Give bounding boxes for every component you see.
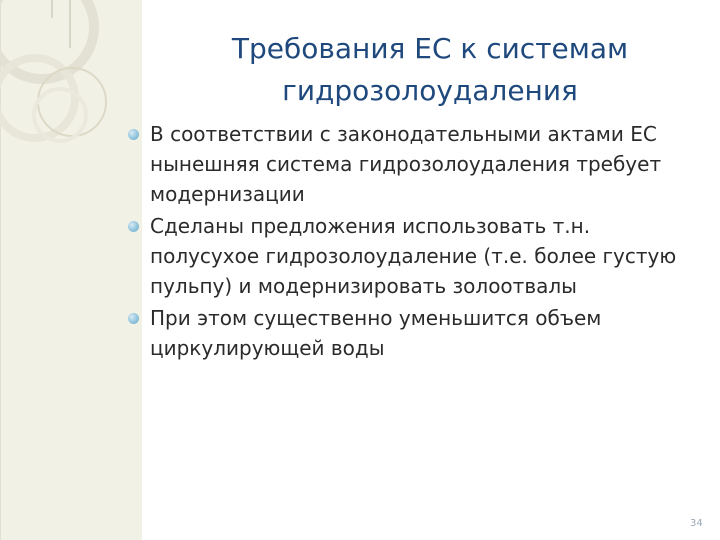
bullet-item xyxy=(128,211,688,301)
decorative-circles xyxy=(0,0,142,540)
bullet-text: При этом существенно уменьшится объем циркулирующей воды xyxy=(150,306,602,360)
slide-title xyxy=(170,28,690,112)
page-number: 34 xyxy=(690,518,703,529)
bullet-icon xyxy=(128,129,139,140)
title-line-1: Требования ЕС к системам xyxy=(231,32,629,65)
bullet-item xyxy=(128,303,688,363)
bullet-item xyxy=(128,119,688,209)
bullet-text: В соответствии с законодательными актами ЕС нынешняя система гидрозолоудаления требует модернизации xyxy=(150,122,662,206)
bullet-icon xyxy=(128,221,139,232)
bullet-icon xyxy=(128,313,139,324)
bullet-text: Сделаны предложения использовать т.н. полусухое гидрозолоудаление (т.е. более густую пульпу) и модернизировать золоотвалы xyxy=(150,214,677,298)
title-line-2: гидрозолоудаления xyxy=(282,74,578,107)
bullet-list xyxy=(128,119,688,365)
